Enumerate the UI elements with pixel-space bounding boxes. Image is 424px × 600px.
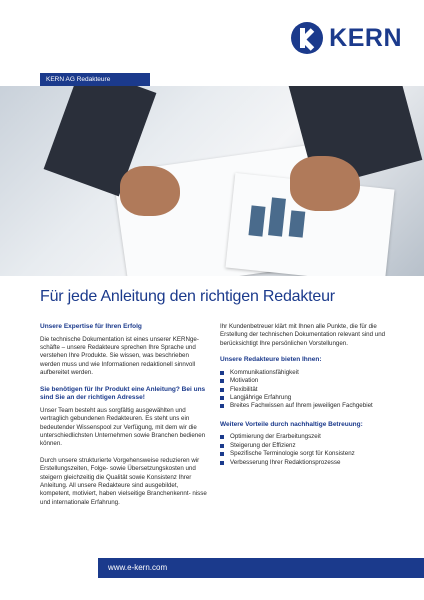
heading-benefits: Weitere Vorteile durch nachhaltige Betreuung: <box>220 420 363 428</box>
kern-logo-icon <box>291 22 323 54</box>
list-item: Optimierung der Erarbeitungszeit <box>220 433 390 441</box>
offer-list <box>220 369 390 411</box>
left-column <box>40 323 208 515</box>
list-item: Steigerung der Effizienz <box>220 442 390 450</box>
list-item: Flexibilität <box>220 386 390 394</box>
paragraph-intro: Die technische Dokumentation ist eines unserer KERNge- schäfte – unsere Redakteure sprechen Ihre Sprache und verstehen Ihre Produkte. Sie wissen, was beschrieben werden muss und wie Informationen redaktionell sinnvoll aufbereitet werden. <box>40 335 199 377</box>
hero-photo <box>0 86 424 276</box>
list-item: Breites Fachwissen auf Ihrem jeweiligen Fachgebiet <box>220 402 390 410</box>
heading-need-manual: Sie benötigen für Ihr Produkt eine Anleitung? Bei uns sind Sie an der richtigen Adresse! <box>40 385 206 402</box>
list-item: Spezifische Terminologie sorgt für Konsistenz <box>220 450 390 458</box>
website-link[interactable]: www.e-kern.com <box>98 558 424 578</box>
right-column <box>220 323 390 477</box>
paragraph-account-manager: Ihr Kundenbetreuer klärt mit Ihnen alle Punkte, die für die Erstellung der technischen Dokumentation relevant sind und berücksichtigt Ihre persönlichen Vorstellungen. <box>220 323 386 347</box>
page-title: Für jede Anleitung den richtigen Redakteur <box>40 288 335 305</box>
benefits-list <box>220 433 390 467</box>
list-item: Langjährige Erfahrung <box>220 394 390 402</box>
paragraph-team: Unser Team besteht aus sorgfältig ausgewählten und vertraglich gebundenen Redakteuren. Es steht uns ein bedeutender Wissenspool zur Verfügung, mit dem wir die unterschiedlichsten Unternehmen sowie Branchen bedienen können. <box>40 406 206 448</box>
heading-expertise: Unsere Expertise für Ihren Erfolg <box>40 323 142 330</box>
paragraph-approach: Durch unsere strukturierte Vorgehensweise reduzieren wir Erstellungszeiten, Folge- sowie Übersetzungskosten und steigern gleichzeitig die Qualität sowie Konsistenz Ihrer Anleitung. All unsere Redakteure sind ausgebildet, kompetent, motiviert, haben vielseitige Branchenkennt- nisse und internationale Erfahrung. <box>40 456 207 506</box>
section-tag: KERN AG Redakteure <box>40 73 150 86</box>
brand-name: KERN <box>329 23 402 52</box>
heading-offer: Unsere Redakteure bieten Ihnen: <box>220 356 322 364</box>
list-item: Motivation <box>220 377 390 385</box>
list-item: Verbesserung Ihrer Redaktionsprozesse <box>220 459 390 467</box>
kern-logo <box>291 22 402 54</box>
list-item: Kommunikationsfähigkeit <box>220 369 390 377</box>
